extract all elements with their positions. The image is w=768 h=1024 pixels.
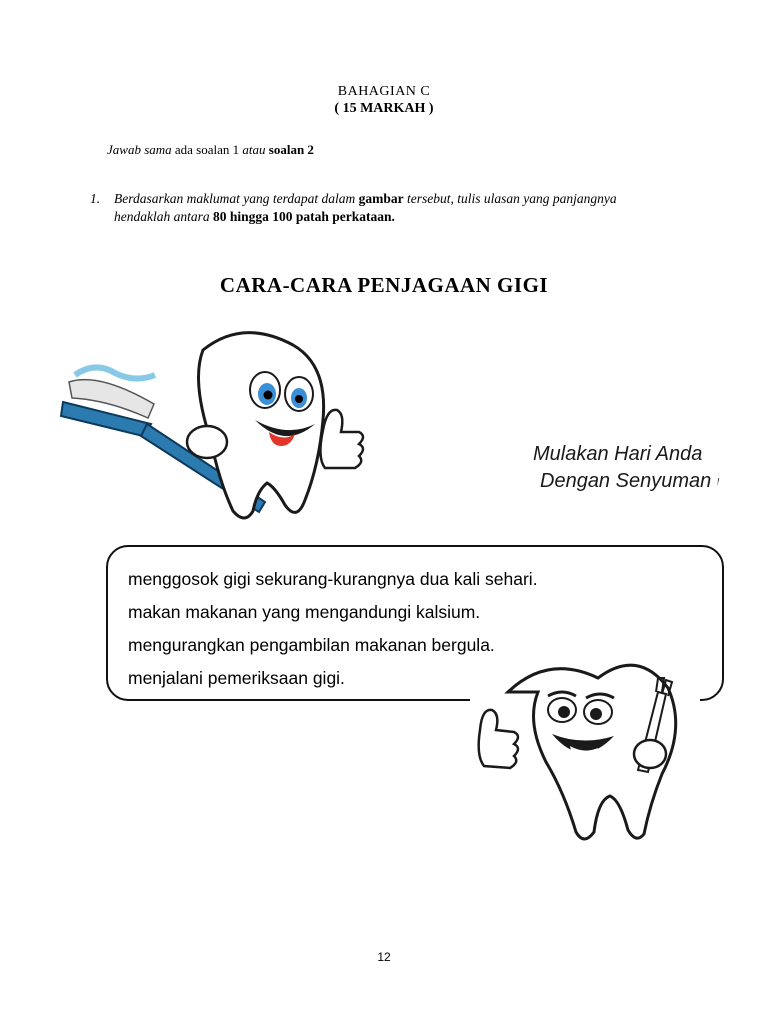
- section-title: BAHAGIAN C: [337, 84, 431, 99]
- instruction-line: [107, 142, 314, 158]
- tip-item: makan makanan yang mengandungi kalsium.: [128, 602, 481, 622]
- question-text-part: tersebut, tulis ulasan yang panjangnya: [403, 191, 617, 206]
- tooth-mascot-thumbs-up-illustration: [470, 662, 700, 842]
- instruction-part: ada soalan 1: [171, 142, 243, 157]
- tip-item: menggosok gigi sekurang-kurangnya dua kali sehari.: [128, 569, 538, 589]
- instruction-part: soalan 2: [265, 142, 314, 157]
- tip-item: menjalani pemeriksaan gigi.: [128, 668, 345, 688]
- slogan-line-1: Mulakan Hari Anda: [533, 443, 703, 465]
- page-number: 12: [377, 950, 391, 964]
- tip-item: mengurangkan pengambilan makanan bergula.: [128, 635, 495, 655]
- slogan-line-2-text: Dengan Senyuman: [540, 470, 712, 492]
- slogan-mark: !: [716, 476, 720, 487]
- slogan-line-2: [540, 470, 719, 493]
- question-text-part: 80 hingga 100 patah perkataan.: [213, 209, 395, 224]
- instruction-part: Jawab sama: [107, 142, 172, 157]
- question-text-part: Berdasarkan maklumat yang terdapat dalam: [114, 191, 359, 206]
- poster-title: CARA-CARA PENJAGAAN GIGI: [219, 273, 549, 297]
- question-text-part: hendaklah antara: [114, 209, 213, 224]
- question-text-part: gambar: [358, 191, 404, 206]
- tooth-mascot-brushing-illustration: [55, 320, 395, 535]
- section-marks: ( 15 MARKAH ): [334, 101, 434, 116]
- instruction-part: atau: [242, 142, 266, 157]
- question-number: 1.: [90, 191, 101, 206]
- question-1: [90, 190, 710, 226]
- question-text: [114, 190, 710, 226]
